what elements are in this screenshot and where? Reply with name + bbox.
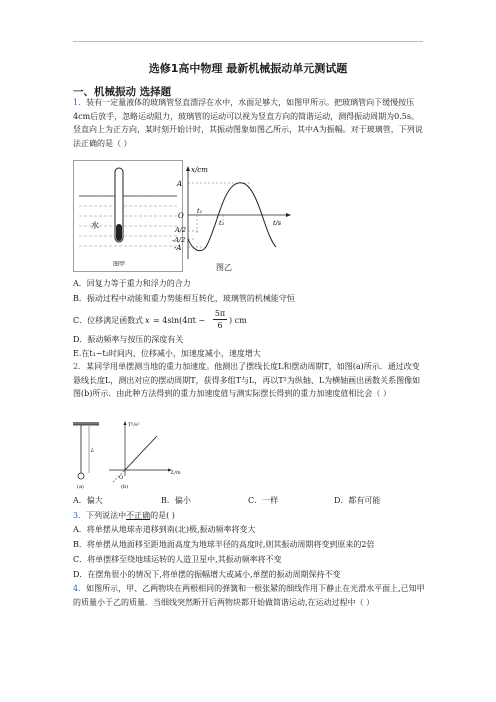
- q1-option-c-prefix: C．位移满足函数式: [73, 316, 144, 325]
- question-3: [73, 510, 175, 522]
- figure-yi-caption: 图乙: [216, 263, 232, 272]
- q1-option-c-var: x: [145, 316, 150, 325]
- y-axis-arrow: [186, 166, 190, 171]
- caption-b: (b): [121, 484, 129, 490]
- graph-y-label: T²/s²: [128, 422, 140, 428]
- q1-option-c-eq: = 4sin(4πt −: [153, 316, 206, 325]
- q1-option-c-denominator: 6: [217, 321, 223, 330]
- length-label: L: [91, 448, 95, 454]
- question-3-underline: 不正确: [126, 511, 151, 520]
- y-tick-half-a: A/2: [175, 226, 187, 234]
- x-axis-unit: t/s: [273, 219, 282, 227]
- question-1-text: 装有一定量液体的玻璃管竖直漂浮在水中，水面足够大，如图甲所示。把玻璃管向下缓慢按压4cm后放手，忽略运动阻力，玻璃管的运动可以视为竖直方向的简谐运动，测得振动周期为0.5s。竖直向上为正方向，某时刻开始计时，其振动图象如图乙所示，其中A为振幅。对于玻璃管，下列说法正确的是（ ）: [73, 98, 423, 148]
- water-label: 水: [91, 221, 99, 230]
- q2-option-d: D．都有可能: [334, 496, 381, 505]
- ceiling: [73, 422, 99, 425]
- tube-liquid: [116, 224, 122, 241]
- figure-yi-vibration-graph: [170, 163, 292, 269]
- q1-option-a: A．回复力等于重力和浮力的合力: [73, 279, 191, 288]
- question-2: [73, 360, 425, 401]
- pendulum-bob: [78, 473, 84, 479]
- q1-option-c-close: ) cm: [229, 316, 247, 325]
- y-tick-neg-half-a: -A/2: [172, 236, 186, 244]
- q3-option-a: A．将单摆从地球赤道移到南(北)极,振动频率将变大: [73, 525, 256, 534]
- q3-option-d: D．在摆角很小的情况下,将单摆的振幅增大或减小,单摆的振动周期保持不变: [73, 570, 341, 579]
- q2-option-a: A．偏大: [73, 496, 103, 505]
- header-rule: [73, 41, 423, 42]
- question-2-text: 某同学用单摆测当地的重力加速度。他测出了摆线长度L和摆动周期T，如图(a)所示．通过改变悬线长度L，测出对应的摆动周期T，获得多组T与L，再以T²为纵轴、L为横轴画出函数关系图像如图(b)所示．由此种方法得到的重力加速度值与测实际摆长得到的重力加速度值相比会（ ）: [73, 362, 421, 399]
- question-1-number: 1．: [73, 98, 87, 107]
- vibration-curve: [188, 183, 276, 251]
- q1-option-b: B．振动过程中动能和重力势能相互转化，玻璃管的机械能守恒: [73, 294, 295, 303]
- q3-option-c: C．将单摆移至绕地球运转的人造卫星中,其振动频率将不变: [73, 555, 282, 564]
- y-tick-a: A: [177, 180, 183, 188]
- question-3-number: 3．: [73, 511, 87, 520]
- q3-option-b: B．将单摆从地面移至距地面高度为地球半径的高度时,则其振动周期将变到原来的2倍: [73, 540, 375, 549]
- graph-x-label: L/m: [171, 470, 181, 476]
- question-4-number: 4．: [73, 584, 87, 593]
- question-2-number: 2．: [73, 362, 87, 371]
- question-1: [73, 96, 425, 150]
- graph-line: [125, 436, 157, 470]
- t1-label: t₁: [197, 207, 203, 215]
- y-tick-neg-a: -A: [174, 244, 182, 252]
- q1-option-c-numerator: 5π: [214, 309, 226, 318]
- q2-option-c: C．一样: [248, 496, 279, 505]
- question-4: [73, 582, 425, 609]
- q2-options: [73, 495, 425, 507]
- page-title: 选修1高中物理 最新机械振动单元测试题: [148, 62, 348, 75]
- caption-a: (a): [77, 484, 84, 490]
- question-3-post: 的是( ): [150, 511, 175, 520]
- q1-option-e: E.在t₁~t₂时间内，位移减小，加速度减小，速度增大: [73, 349, 261, 358]
- y-axis-unit: x/cm: [191, 166, 208, 174]
- question-4-text: 如图所示，甲、乙两物块在两根相同的弹簧和一根张紧的细线作用下静止在光滑水平面上,已知甲的质量小于乙的质量．当细线突然断开后两物块都开始做简谐运动,在运动过程中（ ）: [73, 584, 425, 607]
- figure-pendulum-graph: [73, 418, 183, 490]
- question-3-pre: 下列说法中: [86, 511, 127, 520]
- section-heading: 一、机械振动 选择题: [73, 86, 172, 98]
- q2-option-b: B．偏小: [161, 496, 191, 505]
- figure-jia-caption: 图甲: [113, 261, 126, 268]
- origin-label: O: [178, 212, 184, 220]
- t2-label: t₂: [219, 219, 225, 227]
- graph-origin: O: [119, 475, 124, 481]
- q1-option-d: D．振动频率与按压的深度有关: [73, 335, 184, 344]
- x-axis-arrow: [286, 213, 291, 217]
- figure-jia-tube-in-water: [73, 160, 186, 272]
